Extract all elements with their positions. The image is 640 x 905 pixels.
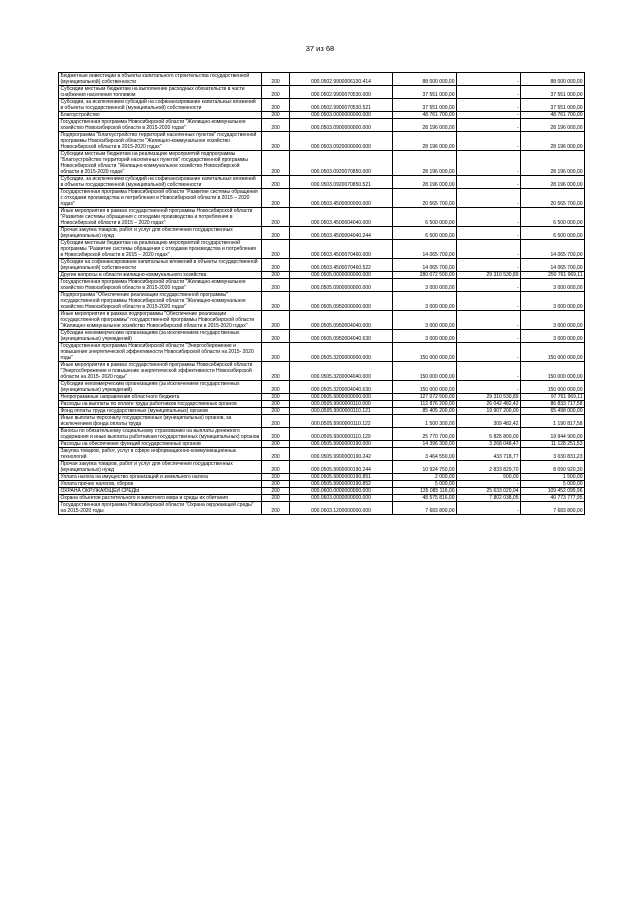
row-approved-cell: 10 924 750,00 xyxy=(393,461,457,474)
row-budget-code-cell: 000.0502.9900070530.000 xyxy=(290,86,393,99)
row-name-cell: Прочая закупка товаров, работ и услуг для обеспечения государственных (муниципальных) нужд xyxy=(59,227,262,240)
row-admin-code-cell: 200 xyxy=(262,99,290,112)
row-executed-cell: 19 907 200,00 xyxy=(457,408,521,415)
row-budget-code-cell: 000.0503.0900000000.000 xyxy=(290,119,393,132)
row-approved-cell: 135 085 116,00 xyxy=(393,488,457,495)
row-executed-cell: 500,00 xyxy=(457,474,521,481)
row-approved-cell: 37 551 000,00 xyxy=(393,86,457,99)
row-name-cell: Охрана объектов растительного и животного мира и среды их обитания xyxy=(59,495,262,502)
table-row xyxy=(59,151,585,176)
row-unexecuted-cell: 65 498 000,00 xyxy=(521,408,585,415)
row-approved-cell: 28 196 000,00 xyxy=(393,132,457,151)
row-approved-cell: 127 072 500,00 xyxy=(393,394,457,401)
row-unexecuted-cell: 14 065 700,00 xyxy=(521,240,585,259)
row-approved-cell: 14 396 300,00 xyxy=(393,441,457,448)
row-budget-code-cell: 000.0503.4500004040.000 xyxy=(290,208,393,227)
row-approved-cell: 280 072 500,00 xyxy=(393,272,457,279)
row-executed-cell: 29 310 530,89 xyxy=(457,272,521,279)
row-executed-cell: - xyxy=(457,151,521,176)
row-unexecuted-cell: 14 065 700,00 xyxy=(521,259,585,272)
row-budget-code-cell: 000.0503.4500000000.000 xyxy=(290,189,393,208)
row-budget-code-cell: 000.0505.9900000190.851 xyxy=(290,474,393,481)
row-approved-cell: 7 683 800,00 xyxy=(393,502,457,515)
row-unexecuted-cell: 20 565 700,00 xyxy=(521,189,585,208)
row-executed-cell: - xyxy=(457,86,521,99)
table-row xyxy=(59,448,585,461)
row-admin-code-cell: 200 xyxy=(262,151,290,176)
table-row xyxy=(59,86,585,99)
table-row xyxy=(59,292,585,311)
row-name-cell: Расходы на обеспечение функций государственных органов xyxy=(59,441,262,448)
row-executed-cell: - xyxy=(457,481,521,488)
row-approved-cell: 3 000 000,00 xyxy=(393,279,457,292)
table-row xyxy=(59,240,585,259)
row-name-cell: Государственная программа Новосибирской области "Охрана окружающей среды" на 2015-2020 годы xyxy=(59,502,262,515)
row-name-cell: Закупка товаров, работ, услуг в сфере информационно-коммуникационных технологий xyxy=(59,448,262,461)
row-approved-cell: 85 405 200,00 xyxy=(393,408,457,415)
row-name-cell: ОХРАНА ОКРУЖАЮЩЕЙ СРЕДЫ xyxy=(59,488,262,495)
table-row xyxy=(59,119,585,132)
row-name-cell: Бюджетные инвестиции в объекты капитального строительства государственной (муниципальной) собственности xyxy=(59,73,262,86)
row-admin-code-cell: 200 xyxy=(262,112,290,119)
row-approved-cell: 48 761 700,00 xyxy=(393,112,457,119)
row-name-cell: Иные выплаты персоналу государственных (муниципальных) органов, за исключением фонда оплаты труда xyxy=(59,415,262,428)
row-executed-cell: 433 718,77 xyxy=(457,448,521,461)
row-unexecuted-cell: 3 000 000,00 xyxy=(521,279,585,292)
row-name-cell: Уплата прочих налогов, сборов xyxy=(59,481,262,488)
row-budget-code-cell: 000.0505.0000000000.000 xyxy=(290,272,393,279)
row-admin-code-cell: 200 xyxy=(262,86,290,99)
table-row xyxy=(59,272,585,279)
row-unexecuted-cell: 11 128 251,53 xyxy=(521,441,585,448)
row-admin-code-cell: 200 xyxy=(262,474,290,481)
row-executed-cell: - xyxy=(457,112,521,119)
row-admin-code-cell: 200 xyxy=(262,330,290,343)
table-row xyxy=(59,415,585,428)
row-admin-code-cell: 200 xyxy=(262,488,290,495)
row-unexecuted-cell: 37 551 000,00 xyxy=(521,86,585,99)
row-admin-code-cell: 200 xyxy=(262,272,290,279)
row-name-cell: Подпрограмма "Благоустройство территорий населенных пунктов" государственной программы Новосибирской области "Жилищно-коммунальное хозяйство Новосибирской области в 2015-2020 годах" xyxy=(59,132,262,151)
row-unexecuted-cell: 48 761 700,00 xyxy=(521,112,585,119)
row-admin-code-cell: 200 xyxy=(262,132,290,151)
row-unexecuted-cell: 86 833 717,58 xyxy=(521,401,585,408)
row-unexecuted-cell: 88 000 000,00 xyxy=(521,73,585,86)
row-executed-cell: - xyxy=(457,330,521,343)
row-admin-code-cell: 200 xyxy=(262,481,290,488)
row-budget-code-cell: 000.0503.4500004040.244 xyxy=(290,227,393,240)
row-unexecuted-cell: 40 773 777,95 xyxy=(521,495,585,502)
row-admin-code-cell: 200 xyxy=(262,381,290,394)
row-unexecuted-cell: 7 683 800,00 xyxy=(521,502,585,515)
table-row xyxy=(59,112,585,119)
row-budget-code-cell: 000.0505.0950004040.000 xyxy=(290,311,393,330)
row-approved-cell: 2 000,00 xyxy=(393,474,457,481)
row-approved-cell: 25 770 700,00 xyxy=(393,428,457,441)
row-name-cell: Другие вопросы в области жилищно-коммунального хозяйства xyxy=(59,272,262,279)
row-budget-code-cell: 000.0505.0950000000.000 xyxy=(290,292,393,311)
row-admin-code-cell: 200 xyxy=(262,227,290,240)
row-approved-cell: 20 565 700,00 xyxy=(393,189,457,208)
row-admin-code-cell: 200 xyxy=(262,461,290,474)
row-budget-code-cell: 000.0503.4500070460.522 xyxy=(290,259,393,272)
row-budget-code-cell: 000.0505.9900000110.122 xyxy=(290,415,393,428)
row-admin-code-cell: 200 xyxy=(262,73,290,86)
row-unexecuted-cell: 19 944 900,00 xyxy=(521,428,585,441)
row-name-cell: Подпрограмма "Обеспечение реализации государственной программы" государственной программы Новосибирской области "Жилищно-коммунальное хозяйство Новосибирской области в 2015-2020 годах" xyxy=(59,292,262,311)
row-unexecuted-cell: 97 761 969,11 xyxy=(521,394,585,401)
row-unexecuted-cell: 37 551 000,00 xyxy=(521,99,585,112)
table-row xyxy=(59,279,585,292)
row-admin-code-cell: 200 xyxy=(262,428,290,441)
row-name-cell: Субсидии, за исключением субсидий на софинансирование капитальных вложений в объекты государственной (муниципальной) собственности xyxy=(59,99,262,112)
row-name-cell: Фонд оплаты труда государственных (муниципальных) органов xyxy=(59,408,262,415)
row-unexecuted-cell: 6 500 000,00 xyxy=(521,208,585,227)
row-budget-code-cell: 000.0505.3200004040.000 xyxy=(290,362,393,381)
row-name-cell: Иные мероприятия в рамках государственной программы Новосибирской области "Развитие системы обращения с отходами производства и потребления в Новосибирской области в 2015 – 2020 годах" xyxy=(59,208,262,227)
row-unexecuted-cell: 8 090 920,30 xyxy=(521,461,585,474)
table-row xyxy=(59,441,585,448)
table-row xyxy=(59,381,585,394)
row-budget-code-cell: 000.0503.0920000000.000 xyxy=(290,132,393,151)
budget-table xyxy=(58,72,585,515)
row-budget-code-cell: 000.0505.9900000190.852 xyxy=(290,481,393,488)
row-approved-cell: 37 551 000,00 xyxy=(393,99,457,112)
row-executed-cell: 25 633 020,04 xyxy=(457,488,521,495)
row-unexecuted-cell: 1 500,00 xyxy=(521,474,585,481)
row-executed-cell: - xyxy=(457,119,521,132)
row-budget-code-cell: 000.0503.0000000000.000 xyxy=(290,112,393,119)
row-name-cell: Иные мероприятия в рамках государственной программы Новосибирской области "Энергосбережение и повышение энергетической эффективности Новосибирской области на 2015- 2020 годы" xyxy=(59,362,262,381)
row-admin-code-cell: 200 xyxy=(262,448,290,461)
row-budget-code-cell: 000.0505.9900000190.242 xyxy=(290,448,393,461)
row-budget-code-cell: 000.0505.0950004040.630 xyxy=(290,330,393,343)
row-executed-cell: - xyxy=(457,99,521,112)
row-unexecuted-cell: 6 500 000,00 xyxy=(521,227,585,240)
table-row xyxy=(59,176,585,189)
row-approved-cell: 3 464 550,00 xyxy=(393,448,457,461)
row-budget-code-cell: 000.0505.9900000110.121 xyxy=(290,408,393,415)
row-admin-code-cell: 200 xyxy=(262,259,290,272)
table-row xyxy=(59,227,585,240)
row-approved-cell: 1 500 300,00 xyxy=(393,415,457,428)
table-row xyxy=(59,394,585,401)
row-approved-cell: 3 000 000,00 xyxy=(393,292,457,311)
row-name-cell: Благоустройство xyxy=(59,112,262,119)
row-unexecuted-cell: 250 761 969,11 xyxy=(521,272,585,279)
row-approved-cell: 6 500 000,00 xyxy=(393,227,457,240)
row-name-cell: Субсидии на софинансирование капитальных вложений в объекты государственной (муниципальной) собственности xyxy=(59,259,262,272)
row-admin-code-cell: 200 xyxy=(262,362,290,381)
row-executed-cell: - xyxy=(457,279,521,292)
row-unexecuted-cell: 28 196 000,00 xyxy=(521,119,585,132)
row-unexecuted-cell: 28 196 000,00 xyxy=(521,151,585,176)
table-row xyxy=(59,401,585,408)
row-approved-cell: 3 000 000,00 xyxy=(393,330,457,343)
table-row xyxy=(59,330,585,343)
table-row xyxy=(59,408,585,415)
row-name-cell: Уплата налога на имущество организаций и земельного налога xyxy=(59,474,262,481)
page-number: 37 из 68 xyxy=(305,44,335,53)
row-executed-cell: - xyxy=(457,259,521,272)
row-executed-cell: - xyxy=(457,189,521,208)
row-executed-cell: - xyxy=(457,208,521,227)
row-executed-cell: - xyxy=(457,343,521,362)
row-name-cell: Субсидии, за исключением субсидий на софинансирование капитальных вложений в объекты государственной (муниципальной) собственности xyxy=(59,176,262,189)
row-approved-cell: 14 065 700,00 xyxy=(393,240,457,259)
table-row xyxy=(59,502,585,515)
row-executed-cell: - xyxy=(457,381,521,394)
row-name-cell: Субсидии местным бюджетам на реализацию мероприятий подпрограммы "Благоустройство территорий населенных пунктов" государственной программы Новосибирской области "Жилищно-коммунальное хозяйство Новосибирской области в 2015-2020 годах" xyxy=(59,151,262,176)
row-admin-code-cell: 200 xyxy=(262,495,290,502)
row-executed-cell: 7 802 038,05 xyxy=(457,495,521,502)
table-row xyxy=(59,99,585,112)
row-budget-code-cell: 000.0603.0000000000.000 xyxy=(290,495,393,502)
table-row xyxy=(59,259,585,272)
row-unexecuted-cell: 3 000 000,00 xyxy=(521,311,585,330)
row-unexecuted-cell: 109 452 095,96 xyxy=(521,488,585,495)
row-admin-code-cell: 200 xyxy=(262,343,290,362)
table-row xyxy=(59,132,585,151)
row-executed-cell: 2 833 829,70 xyxy=(457,461,521,474)
row-unexecuted-cell: 3 000 000,00 xyxy=(521,330,585,343)
row-unexecuted-cell: 3 030 831,23 xyxy=(521,448,585,461)
row-admin-code-cell: 200 xyxy=(262,119,290,132)
row-budget-code-cell: 000.0505.3200004040.630 xyxy=(290,381,393,394)
row-executed-cell: - xyxy=(457,176,521,189)
row-executed-cell: - xyxy=(457,227,521,240)
row-unexecuted-cell: 5 000,00 xyxy=(521,481,585,488)
row-approved-cell: 6 500 000,00 xyxy=(393,208,457,227)
table-row xyxy=(59,488,585,495)
row-budget-code-cell: 000.0503.0920070850.000 xyxy=(290,151,393,176)
row-approved-cell: 112 876 200,00 xyxy=(393,401,457,408)
row-budget-code-cell: 000.0505.9900000110.000 xyxy=(290,401,393,408)
budget-table-body xyxy=(59,73,585,515)
row-name-cell: Субсидии некоммерческим организациям (за исключением государственных (муниципальных) учреждений) xyxy=(59,381,262,394)
row-name-cell: Иные мероприятия в рамках подпрограммы "Обеспечение реализации государственной программы" государственной программы Новосибирской области "Жилищно-коммунальное хозяйство Новосибирской области в 2015-2020 годах" xyxy=(59,311,262,330)
row-unexecuted-cell: 28 196 000,00 xyxy=(521,132,585,151)
row-unexecuted-cell: 28 196 000,00 xyxy=(521,176,585,189)
row-executed-cell: - xyxy=(457,73,521,86)
row-budget-code-cell: 000.0503.0920070850.521 xyxy=(290,176,393,189)
row-name-cell: Расходы на выплаты по оплате труда работников государственных органов xyxy=(59,401,262,408)
row-approved-cell: 28 196 000,00 xyxy=(393,119,457,132)
row-name-cell: Непрограммные направления областного бюджета xyxy=(59,394,262,401)
table-row xyxy=(59,481,585,488)
row-budget-code-cell: 000.0503.4500070460.000 xyxy=(290,240,393,259)
row-approved-cell: 14 065 700,00 xyxy=(393,259,457,272)
row-admin-code-cell: 200 xyxy=(262,176,290,189)
row-budget-code-cell: 000.0505.9900000110.129 xyxy=(290,428,393,441)
row-executed-cell: 309 482,42 xyxy=(457,415,521,428)
row-approved-cell: 28 196 000,00 xyxy=(393,151,457,176)
row-unexecuted-cell: 150 000 000,00 xyxy=(521,343,585,362)
table-row xyxy=(59,343,585,362)
row-approved-cell: 150 000 000,00 xyxy=(393,362,457,381)
row-name-cell: Государственная программа Новосибирской области "Развитие системы обращения с отходами производства и потребления в Новосибирской области в 2015 – 2020 годах" xyxy=(59,189,262,208)
row-approved-cell: 5 000,00 xyxy=(393,481,457,488)
row-unexecuted-cell: 3 000 000,00 xyxy=(521,292,585,311)
row-admin-code-cell: 200 xyxy=(262,311,290,330)
row-budget-code-cell: 000.0505.9900000190.244 xyxy=(290,461,393,474)
table-row xyxy=(59,208,585,227)
row-admin-code-cell: 200 xyxy=(262,279,290,292)
row-executed-cell: - xyxy=(457,362,521,381)
row-budget-code-cell: 000.0505.0900000000.000 xyxy=(290,279,393,292)
row-name-cell: Государственная программа Новосибирской области "Энергосбережение и повышение энергетической эффективности Новосибирской области на 2015- 2020 годы" xyxy=(59,343,262,362)
row-name-cell: Субсидии некоммерческим организациям (за исключением государственных (муниципальных) учреждений) xyxy=(59,330,262,343)
row-executed-cell: 3 268 048,47 xyxy=(457,441,521,448)
row-unexecuted-cell: 1 190 817,58 xyxy=(521,415,585,428)
row-admin-code-cell: 200 xyxy=(262,189,290,208)
table-row xyxy=(59,474,585,481)
row-executed-cell: - xyxy=(457,292,521,311)
row-admin-code-cell: 200 xyxy=(262,394,290,401)
row-executed-cell: - xyxy=(457,311,521,330)
row-unexecuted-cell: 150 000 000,00 xyxy=(521,381,585,394)
row-executed-cell: - xyxy=(457,240,521,259)
table-row xyxy=(59,428,585,441)
row-budget-code-cell: 000.0505.9900000190.000 xyxy=(290,441,393,448)
row-executed-cell: - xyxy=(457,502,521,515)
table-row xyxy=(59,311,585,330)
row-approved-cell: 3 000 000,00 xyxy=(393,311,457,330)
row-name-cell: Государственная программа Новосибирской области "Жилищно-коммунальное хозяйство Новосибирской области в 2015-2020 годах" xyxy=(59,119,262,132)
row-name-cell: Субсидии местным бюджетам на реализацию мероприятий государственной программы "Развитие системы обращения с отходами производства и потребления в Новосибирской области в 2015 – 2020 годах" xyxy=(59,240,262,259)
row-budget-code-cell: 000.0505.9900000000.000 xyxy=(290,394,393,401)
row-name-cell: Прочая закупка товаров, работ и услуг для обеспечения государственных (муниципальных) нужд xyxy=(59,461,262,474)
row-admin-code-cell: 200 xyxy=(262,240,290,259)
row-admin-code-cell: 200 xyxy=(262,401,290,408)
row-executed-cell: 26 042 482,42 xyxy=(457,401,521,408)
row-name-cell: Государственная программа Новосибирской области "Жилищно-коммунальное хозяйство Новосибирской области в 2015-2020 годах" xyxy=(59,279,262,292)
row-budget-code-cell: 000.0502.9900006130.414 xyxy=(290,73,393,86)
row-approved-cell: 150 000 000,00 xyxy=(393,381,457,394)
row-admin-code-cell: 200 xyxy=(262,292,290,311)
row-admin-code-cell: 200 xyxy=(262,441,290,448)
row-name-cell: Субсидии местным бюджетам на выполнение расходных обязательств в части снабжения населения топливом xyxy=(59,86,262,99)
row-approved-cell: 28 196 000,00 xyxy=(393,176,457,189)
row-admin-code-cell: 200 xyxy=(262,208,290,227)
row-approved-cell: 88 000 000,00 xyxy=(393,73,457,86)
row-admin-code-cell: 200 xyxy=(262,502,290,515)
row-executed-cell: 5 825 800,00 xyxy=(457,428,521,441)
row-executed-cell: - xyxy=(457,132,521,151)
row-approved-cell: 150 000 000,00 xyxy=(393,343,457,362)
row-executed-cell: 29 310 530,89 xyxy=(457,394,521,401)
row-unexecuted-cell: 150 000 000,00 xyxy=(521,362,585,381)
row-budget-code-cell: 000.0600.0000000000.000 xyxy=(290,488,393,495)
row-budget-code-cell: 000.0505.3200000000.000 xyxy=(290,343,393,362)
row-admin-code-cell: 200 xyxy=(262,415,290,428)
row-budget-code-cell: 000.0603.1200000000.000 xyxy=(290,502,393,515)
row-approved-cell: 48 575 816,00 xyxy=(393,495,457,502)
table-row xyxy=(59,73,585,86)
row-admin-code-cell: 200 xyxy=(262,408,290,415)
table-row xyxy=(59,362,585,381)
table-row xyxy=(59,189,585,208)
table-row xyxy=(59,495,585,502)
row-budget-code-cell: 000.0502.9900070530.521 xyxy=(290,99,393,112)
table-row xyxy=(59,461,585,474)
row-name-cell: Взносы по обязательному социальному страхованию на выплаты денежного содержания и иные выплаты работникам государственных (муниципальных) органов xyxy=(59,428,262,441)
